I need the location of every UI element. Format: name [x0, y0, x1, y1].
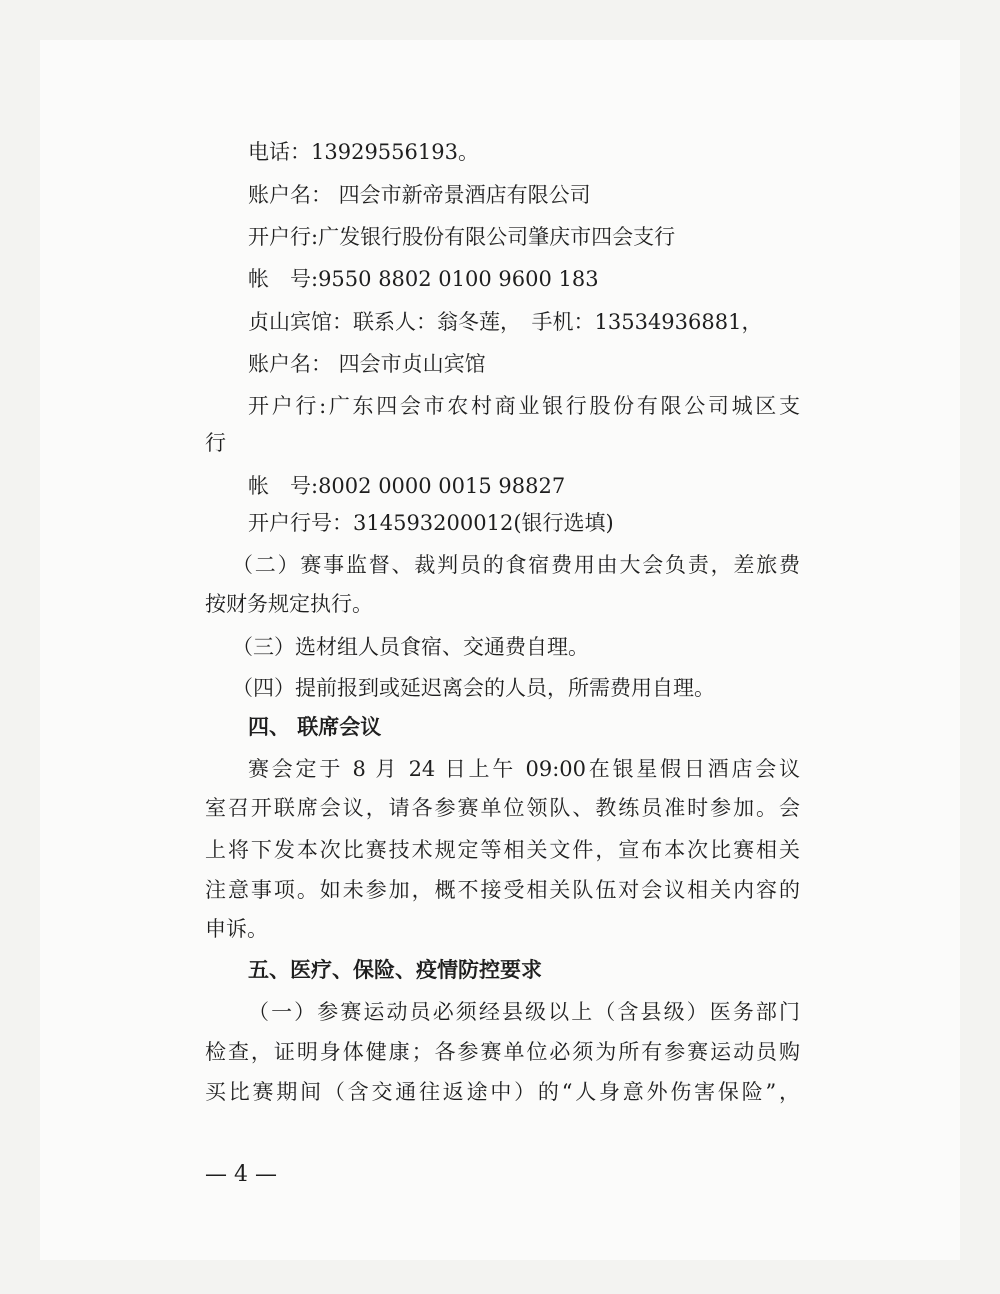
page-number: — 4 —: [205, 1162, 277, 1187]
account-number-line: 帐 号:9550 8802 0100 9600 183: [248, 267, 599, 291]
paragraph-line: 室召开联席会议，请各参赛单位领队、教练员准时参加。会: [205, 796, 800, 820]
paragraph-line: 上将下发本次比赛技术规定等相关文件，宣布本次比赛相关: [205, 838, 800, 862]
paragraph-line: 买比赛期间（含交通往返途中）的“人身意外伤害保险”，: [205, 1080, 800, 1104]
paragraph-line: 检查，证明身体健康；各参赛单位必须为所有参赛运动员购: [205, 1040, 800, 1064]
paragraph-line: （二）赛事监督、裁判员的食宿费用由大会负责，差旅费: [232, 553, 800, 577]
bank-line: 开户行:广东四会市农村商业银行股份有限公司城区支: [248, 394, 800, 418]
paragraph-line: （三）选材组人员食宿、交通费自理。: [232, 635, 589, 659]
section-heading: 四、 联席会议: [248, 715, 382, 739]
paragraph-line: 注意事项。如未参加，概不接受相关队伍对会议相关内容的: [205, 878, 800, 902]
bank-code-line: 开户行号：314593200012(银行选填): [248, 511, 614, 535]
paragraph-line: 赛会定于 8 月 24 日上午 09:00在银星假日酒店会议: [248, 757, 800, 781]
paragraph-line: 申诉。: [205, 917, 268, 941]
paragraph-line: 按财务规定执行。: [205, 592, 373, 616]
paragraph-line: （一）参赛运动员必须经县级以上（含县级）医务部门: [248, 1000, 800, 1024]
section-heading: 五、医疗、保险、疫情防控要求: [248, 958, 542, 982]
account-name-line: 账户名： 四会市贞山宾馆: [248, 352, 486, 376]
phone-line: 电话：13929556193。: [248, 140, 479, 164]
account-name-line: 账户名： 四会市新帝景酒店有限公司: [248, 183, 591, 207]
bank-line: 开户行:广发银行股份有限公司肇庆市四会支行: [248, 225, 676, 249]
account-number-line: 帐 号:8002 0000 0015 98827: [248, 474, 566, 498]
paragraph-line: （四）提前报到或延迟离会的人员，所需费用自理。: [232, 676, 715, 700]
bank-line-wrap: 行: [205, 431, 226, 455]
hotel-contact-line: 贞山宾馆：联系人：翁冬莲， 手机：13534936881，: [248, 310, 763, 334]
